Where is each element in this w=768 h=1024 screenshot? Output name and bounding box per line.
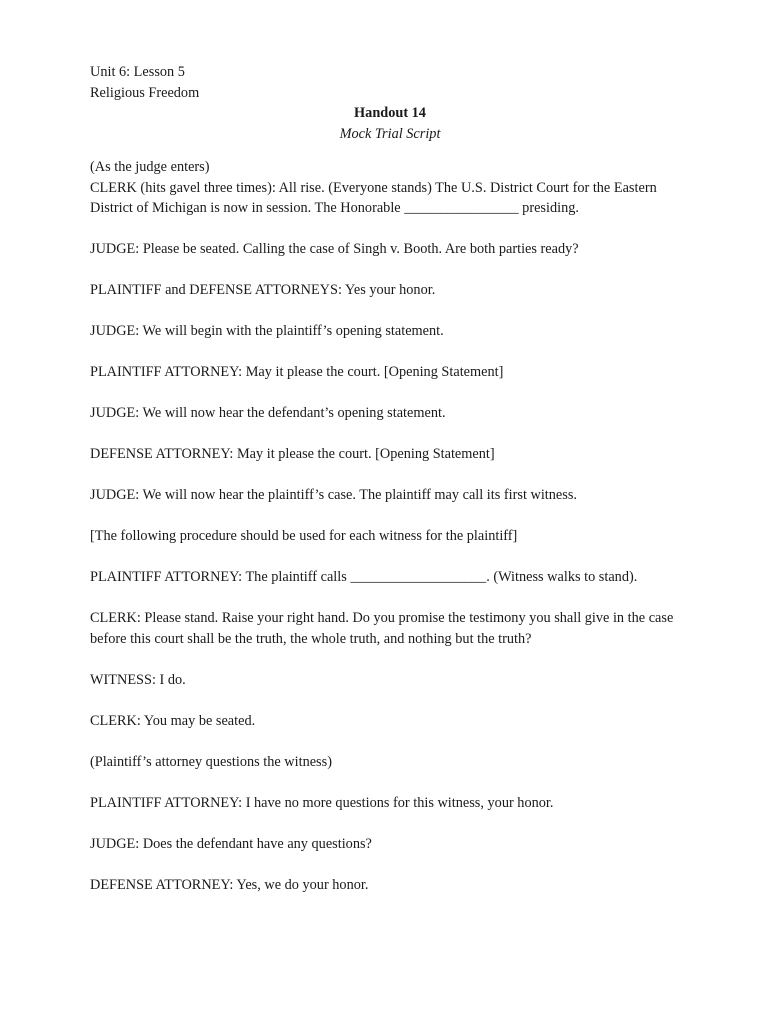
script-line-judge-defendant-opening: JUDGE: We will now hear the defendant’s opening statement. [90, 405, 446, 421]
script-line-judge-plaintiff-opening: JUDGE: We will begin with the plaintiff’s opening statement. [90, 323, 444, 339]
script-line-witness-i-do: WITNESS: I do. [90, 671, 186, 688]
script-line-plaintiff-calls: PLAINTIFF ATTORNEY: The plaintiff calls ___________________. (Witness walks to stand). [90, 569, 638, 585]
document-page [90, 62, 690, 916]
script-line-defense-opening: DEFENSE ATTORNEY: May it please the court. [Opening Statement] [90, 446, 495, 462]
script-line-judge-plaintiff-case: JUDGE: We will now hear the plaintiff’s case. The plaintiff may call its first witness. [90, 487, 577, 503]
procedure-note: [The following procedure should be used for each witness for the plaintiff] [90, 528, 518, 544]
unit-lesson-label: Unit 6: Lesson 5 [90, 64, 185, 80]
script-line-judge-calling-case: JUDGE: Please be seated. Calling the case of Singh v. Booth. Are both parties ready? [90, 241, 579, 257]
script-line-plaintiff-no-more: PLAINTIFF ATTORNEY: I have no more questions for this witness, your honor. [90, 794, 554, 811]
script-line-clerk-seated: CLERK: You may be seated. [90, 712, 256, 729]
script-line-clerk-all-rise: CLERK (hits gavel three times): All rise. (Everyone stands) The U.S. District Court for the Eastern District of Michigan is now in session. The Honorable ________________ presiding. [90, 179, 657, 216]
handout-title: Handout 14 [354, 105, 426, 121]
handout-subtitle: Mock Trial Script [339, 125, 441, 142]
script-line-attorneys-ready: PLAINTIFF and DEFENSE ATTORNEYS: Yes your honor. [90, 282, 436, 298]
script-line-defense-yes: DEFENSE ATTORNEY: Yes, we do your honor. [90, 876, 369, 893]
stage-direction-questions: (Plaintiff’s attorney questions the witness) [90, 753, 332, 770]
stage-direction-judge-enters: (As the judge enters) [90, 159, 210, 175]
topic-label: Religious Freedom [90, 84, 200, 101]
script-line-plaintiff-opening: PLAINTIFF ATTORNEY: May it please the court. [Opening Statement] [90, 364, 504, 380]
script-line-judge-defendant-questions: JUDGE: Does the defendant have any questions? [90, 835, 372, 852]
script-line-clerk-oath: CLERK: Please stand. Raise your right hand. Do you promise the testimony you shall give in the case before this court shall be the truth, the whole truth, and nothing but the truth? [90, 610, 674, 647]
